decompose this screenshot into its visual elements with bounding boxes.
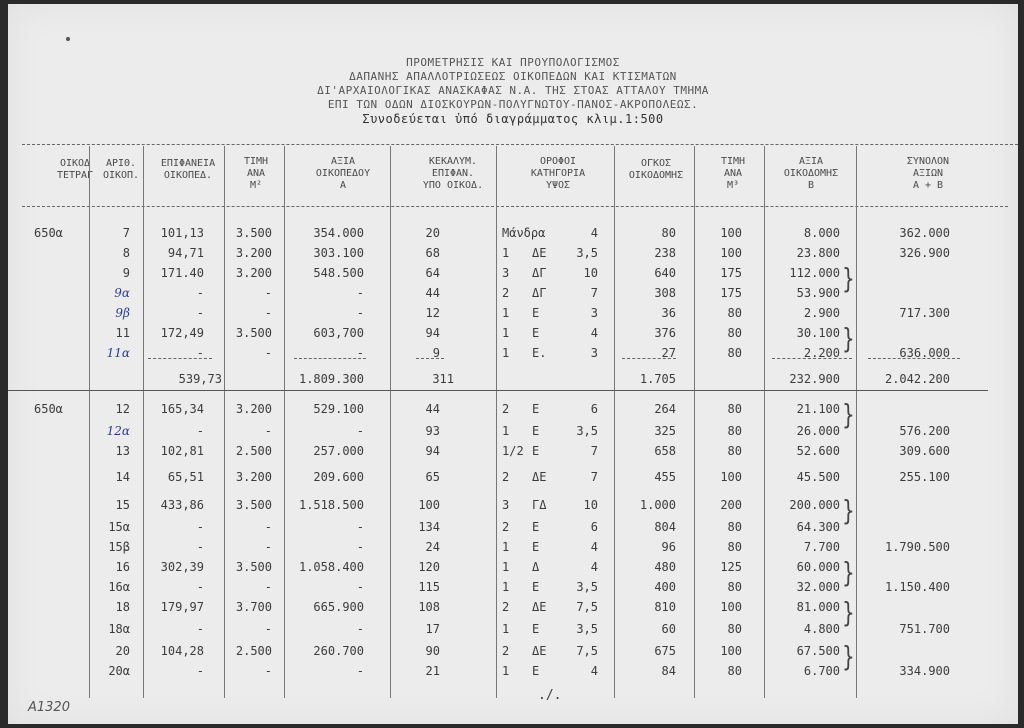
cell-building-value: 23.800 [796,246,840,260]
cell-floors: 2 [502,600,510,614]
cell-plot-value: - [356,580,364,594]
cell-plot-value: - [356,622,364,636]
cell-plot-area: - [196,286,204,300]
cell-plot-number: 8 [122,246,130,260]
cell-plot-number: 15β [108,540,130,554]
cell-category: ΓΔ [532,498,547,512]
cell-building-value: 64.300 [796,520,840,534]
cell-total: 326.900 [899,246,950,260]
cell-building-value: 81.000 [796,600,840,614]
cell-floors: 1 [502,664,510,678]
total-plot-value: 1.809.300 [298,372,364,386]
sum-underline [148,358,212,359]
cell-block: 650α [34,402,63,416]
cell-price-m3: 80 [727,540,742,554]
cell-height: 7 [590,286,598,300]
title-line-1: ΠΡΟΜΕΤΡΗΣΙΣ ΚΑΙ ΠΡΟΥΠΟΛΟΓΙΣΜΟΣ [406,56,620,69]
sum-underline [772,358,852,359]
cell-price-m3: 80 [727,444,742,458]
cell-price-m2: 3.200 [235,246,272,260]
cell-category: Ε [532,520,540,534]
cell-plot-area: 302,39 [160,560,204,574]
cell-plot-value: - [356,664,364,678]
column-header: ΟΙΚΟΔ ΤΕΤΡΑΓ [56,158,94,181]
cell-covered-area: 68 [425,246,440,260]
cell-plot-value: - [356,540,364,554]
sum-underline [416,358,444,359]
cell-building-value: 200.000 [789,498,840,512]
total-plot-area: 539,73 [178,372,222,386]
cell-height: 4 [590,540,598,554]
cell-plot-value: 260.700 [313,644,364,658]
cell-plot-number: 7 [122,226,130,240]
cell-plot-number: 9β [115,306,130,320]
cell-price-m3: 80 [727,326,742,340]
cell-height: 6 [590,520,598,534]
header-bottom-rule [22,206,1008,207]
cell-volume: 640 [654,266,676,280]
cell-volume: 308 [654,286,676,300]
cell-height: 4 [590,326,598,340]
cell-category: Ε [532,444,540,458]
cell-price-m2: - [264,520,272,534]
cell-total: 309.600 [899,444,950,458]
cell-plot-area: 171.40 [160,266,204,280]
cell-plot-number: 16 [115,560,130,574]
cell-price-m3: 80 [727,424,742,438]
cell-building-value: 4.800 [803,622,840,636]
cell-plot-area: 94,71 [167,246,204,260]
cell-total: 334.900 [899,664,950,678]
total-covered-area: 311 [432,372,454,386]
column-divider [694,146,695,698]
cell-height: 10 [583,498,598,512]
cell-total: 636.000 [899,346,950,360]
cell-price-m2: - [264,580,272,594]
cell-covered-area: 44 [425,286,440,300]
cell-plot-value: 1.518.500 [298,498,364,512]
cell-floors: 1 [502,246,510,260]
cell-plot-value: - [356,286,364,300]
cell-floors: 1 [502,326,510,340]
cell-floors: 1 [502,580,510,594]
cell-covered-area: 94 [425,326,440,340]
cell-price-m3: 80 [727,520,742,534]
cell-total: 1.790.500 [884,540,950,554]
cell-covered-area: 94 [425,444,440,458]
cell-building-value: 60.000 [796,560,840,574]
cell-floors: 1 [502,560,510,574]
cell-plot-value: - [356,424,364,438]
cell-volume: 238 [654,246,676,260]
cell-height: 3,5 [576,622,598,636]
cell-covered-area: 24 [425,540,440,554]
title-line-2: ΔΑΠΑΝΗΣ ΑΠΑΛΛΟΤΡΙΩΣΕΩΣ ΟΙΚΟΠΕΔΩΝ ΚΑΙ ΚΤΙΣΜΑΤΩΝ [349,70,677,83]
cell-plot-area: 433,86 [160,498,204,512]
cell-total: 1.150.400 [884,580,950,594]
cell-plot-value: - [356,306,364,320]
total-grand: 2.042.200 [884,372,950,386]
cell-plot-number: 20α [108,664,130,678]
cell-total: 362.000 [899,226,950,240]
cell-height: 3,5 [576,246,598,260]
archive-stamp: A1320 [28,700,70,715]
cell-plot-area: 101,13 [160,226,204,240]
cell-volume: 325 [654,424,676,438]
cell-price-m2: 3.500 [235,498,272,512]
cell-price-m3: 200 [720,498,742,512]
cell-price-m3: 80 [727,346,742,360]
cell-covered-area: 134 [418,520,440,534]
cell-building-value: 45.500 [796,470,840,484]
cell-height: 3,5 [576,580,598,594]
ink-dot [66,37,70,41]
cell-plot-value: 1.058.400 [298,560,364,574]
cell-price-m3: 80 [727,580,742,594]
sum-underline [868,358,960,359]
total-volume: 1.705 [639,372,676,386]
document-sheet [8,4,1018,724]
grouping-brace: } [842,321,855,355]
cell-height: 3,5 [576,424,598,438]
cell-volume: 1.000 [639,498,676,512]
cell-covered-area: 44 [425,402,440,416]
cell-price-m2: 3.500 [235,226,272,240]
cell-floors: 1/2 [502,444,524,458]
cell-height: 7,5 [576,600,598,614]
cell-price-m3: 80 [727,306,742,320]
cell-total: 255.100 [899,470,950,484]
cell-plot-number: 14 [115,470,130,484]
column-divider [224,146,225,698]
cell-plot-number: 12 [115,402,130,416]
cell-price-m2: - [264,664,272,678]
cell-total: 576.200 [899,424,950,438]
title-line-4: ΕΠΙ ΤΩΝ ΟΔΩΝ ΔΙΟΣΚΟΥΡΩΝ-ΠΟΛΥΓΝΩΤΟΥ-ΠΑΝΟΣ-ΑΚΡΟΠΟΛΕΩΣ. [327,98,699,111]
cell-height: 4 [590,664,598,678]
cell-building-value: 30.100 [796,326,840,340]
cell-plot-value: - [356,520,364,534]
cell-covered-area: 90 [425,644,440,658]
cell-price-m3: 100 [720,600,742,614]
cell-height: 7 [590,470,598,484]
cell-height: 7,5 [576,644,598,658]
cell-price-m3: 80 [727,664,742,678]
column-divider [89,146,90,698]
cell-category: ΔΕ [532,246,547,260]
column-header: ΤΙΜΗ ΑΝΑ Μ³ [720,156,746,191]
cell-price-m3: 125 [720,560,742,574]
cell-building-value: 8.000 [803,226,840,240]
cell-plot-number: 18α [108,622,130,636]
cell-covered-area: 20 [425,226,440,240]
cell-price-m3: 100 [720,246,742,260]
cell-floors: 1 [502,346,510,360]
cell-volume: 455 [654,470,676,484]
cell-volume: 96 [661,540,676,554]
cell-plot-area: 104,28 [160,644,204,658]
cell-plot-number: 15 [115,498,130,512]
cell-covered-area: 21 [425,664,440,678]
cell-floors: 1 [502,540,510,554]
cell-price-m2: - [264,622,272,636]
cell-plot-value: 209.600 [313,470,364,484]
cell-category: Ε [532,424,540,438]
cell-volume: 36 [661,306,676,320]
cell-category: Ε [532,402,540,416]
cell-plot-value: 665.900 [313,600,364,614]
column-header: ΑΞΙΑ ΟΙΚΟΠΕΔΟΥ Α [315,156,371,191]
cell-category: Ε. [532,346,547,360]
cell-total: 717.300 [899,306,950,320]
cell-volume: 400 [654,580,676,594]
cell-plot-area: - [196,664,204,678]
cell-category: ΔΕ [532,600,547,614]
cell-plot-area: 172,49 [160,326,204,340]
scale-note: Συνοδεύεται ὑπό διαγράμματος κλιμ.1:500 [362,112,664,126]
cell-category: Δ [532,560,540,574]
cell-plot-number: 15α [108,520,130,534]
cell-price-m3: 100 [720,644,742,658]
cell-plot-number: 18 [115,600,130,614]
cell-plot-number: 13 [115,444,130,458]
title-line-3: ΔΙ'ΑΡΧΑΙΟΛΟΓΙΚΑΣ ΑΝΑΣΚΑΦΑΣ Ν.Α. ΤΗΣ ΣΤΟΑΣ ΑΤΤΑΛΟΥ ΤΜΗΜΑ [317,84,709,97]
cell-plot-value: 303.100 [313,246,364,260]
cell-floors: 2 [502,286,510,300]
cell-covered-area: 17 [425,622,440,636]
cell-price-m2: 3.200 [235,402,272,416]
cell-category: ΔΕ [532,644,547,658]
sum-underline [622,358,676,359]
cell-plot-area: - [196,580,204,594]
column-divider [496,146,497,698]
cell-price-m3: 100 [720,470,742,484]
cell-price-m3: 100 [720,226,742,240]
cell-plot-number: 9 [122,266,130,280]
cell-floors: 2 [502,470,510,484]
cell-price-m2: - [264,540,272,554]
cell-category: Ε [532,664,540,678]
cell-plot-value: 529.100 [313,402,364,416]
cell-covered-area: 100 [418,498,440,512]
sum-underline [294,358,366,359]
column-divider [856,146,857,698]
cell-plot-number: 11 [115,326,130,340]
cell-category: Ε [532,306,540,320]
cell-plot-value: 548.500 [313,266,364,280]
cell-covered-area: 108 [418,600,440,614]
cell-plot-area: 165,34 [160,402,204,416]
cell-floors: 1 [502,306,510,320]
cell-plot-area: - [196,306,204,320]
cell-volume: 84 [661,664,676,678]
cell-building-value: 2.200 [803,346,840,360]
cell-covered-area: 120 [418,560,440,574]
cell-price-m2: - [264,306,272,320]
cell-price-m3: 80 [727,402,742,416]
cell-volume: 264 [654,402,676,416]
cell-block: 650α [34,226,63,240]
cell-covered-area: 93 [425,424,440,438]
cell-floors: 2 [502,644,510,658]
cell-volume: 60 [661,622,676,636]
cell-plot-area: - [196,540,204,554]
cell-building-value: 112.000 [789,266,840,280]
cell-volume: 80 [661,226,676,240]
cell-covered-area: 115 [418,580,440,594]
column-header: ΟΡΟΦΟΙ ΚΑΤΗΓΟΡΙΑ ΥΨΟΣ [530,156,586,191]
cell-price-m2: 2.500 [235,644,272,658]
cell-plot-area: - [196,424,204,438]
cell-plot-number: 11α [106,346,130,360]
grouping-brace: } [842,555,855,589]
cell-height: 7 [590,444,598,458]
cell-plot-area: - [196,520,204,534]
cell-plot-value: 603,700 [313,326,364,340]
column-divider [614,146,615,698]
column-header: ΑΞΙΑ ΟΙΚΟΔΟΜΗΣ Β [783,156,839,191]
cell-volume: 675 [654,644,676,658]
cell-price-m2: 3.500 [235,326,272,340]
cell-building-value: 26.000 [796,424,840,438]
header-top-rule [22,144,1018,145]
cell-volume: 376 [654,326,676,340]
column-header: ΣΥΝΟΛΟΝ ΑΞΙΩΝ Α + Β [906,156,950,191]
cell-floors: 1 [502,622,510,636]
cell-plot-number: 9α [114,286,130,300]
cell-price-m2: 3.500 [235,560,272,574]
column-header: ΑΡΙΘ. ΟΙΚΟΠ. [102,158,140,181]
cell-price-m2: - [264,424,272,438]
cell-category: ΔΕ [532,470,547,484]
cell-covered-area: 9 [432,346,440,360]
cell-price-m2: 2.500 [235,444,272,458]
cell-plot-value: - [356,346,364,360]
column-header: ΕΠΙΦΑΝΕΙΑ ΟΙΚΟΠΕΔ. [160,158,216,181]
cell-category: ΔΓ [532,286,547,300]
block-divider [8,390,988,391]
cell-category: Ε [532,622,540,636]
cell-plot-area: - [196,622,204,636]
cell-price-m2: 3.200 [235,266,272,280]
grouping-brace: } [842,261,855,295]
cell-building-value: 7.700 [803,540,840,554]
cell-building-value: 52.600 [796,444,840,458]
cell-floors: 1 [502,424,510,438]
column-header: ΟΓΚΟΣ ΟΙΚΟΔΟΜΗΣ [628,158,684,181]
cell-category: Ε [532,580,540,594]
cell-price-m3: 175 [720,266,742,280]
cell-floors: 3 [502,498,510,512]
cell-height: 3 [590,346,598,360]
cell-volume: 810 [654,600,676,614]
cell-height: 4 [590,226,598,240]
cell-price-m2: 3.200 [235,470,272,484]
cell-floors: 2 [502,520,510,534]
cell-covered-area: 65 [425,470,440,484]
cell-plot-value: 257.000 [313,444,364,458]
cell-building-value: 53.900 [796,286,840,300]
cell-category: Ε [532,326,540,340]
cell-volume: 480 [654,560,676,574]
cell-building-value: 6.700 [803,664,840,678]
cell-plot-area: - [196,346,204,360]
cell-price-m3: 175 [720,286,742,300]
grouping-brace: } [842,493,855,527]
cell-building-value: 67.500 [796,644,840,658]
cell-total: 751.700 [899,622,950,636]
cell-volume: 804 [654,520,676,534]
grouping-brace: } [842,397,855,431]
column-header: ΚΕΚΑΛΥΜ. ΕΠΙΦΑΝ. ΥΠΟ ΟΙΚΟΔ. [422,156,484,191]
column-divider [390,146,391,698]
cell-volume: 27 [661,346,676,360]
column-divider [143,146,144,698]
cell-height: 6 [590,402,598,416]
cell-floors: Μάνδρα [502,226,546,240]
cell-category: Ε [532,540,540,554]
cell-price-m2: - [264,346,272,360]
cell-height: 10 [583,266,598,280]
cell-covered-area: 64 [425,266,440,280]
cell-volume: 658 [654,444,676,458]
cell-height: 3 [590,306,598,320]
cell-plot-area: 102,81 [160,444,204,458]
grouping-brace: } [842,595,855,629]
cell-building-value: 32.000 [796,580,840,594]
cell-height: 4 [590,560,598,574]
cell-building-value: 21.100 [796,402,840,416]
cell-price-m3: 80 [727,622,742,636]
cell-floors: 2 [502,402,510,416]
column-header: ΤΙΜΗ ΑΝΑ Μ² [243,156,269,191]
continuation-mark: ./. [538,688,562,703]
cell-plot-number: 20 [115,644,130,658]
cell-covered-area: 12 [425,306,440,320]
total-building-value: 232.900 [789,372,840,386]
cell-category: ΔΓ [532,266,547,280]
cell-building-value: 2.900 [803,306,840,320]
cell-price-m2: 3.700 [235,600,272,614]
cell-plot-number: 16α [108,580,130,594]
cell-plot-area: 179,97 [160,600,204,614]
cell-plot-value: 354.000 [313,226,364,240]
cell-plot-area: 65,51 [167,470,204,484]
cell-plot-number: 12α [106,424,130,438]
grouping-brace: } [842,639,855,673]
cell-floors: 3 [502,266,510,280]
cell-price-m2: - [264,286,272,300]
